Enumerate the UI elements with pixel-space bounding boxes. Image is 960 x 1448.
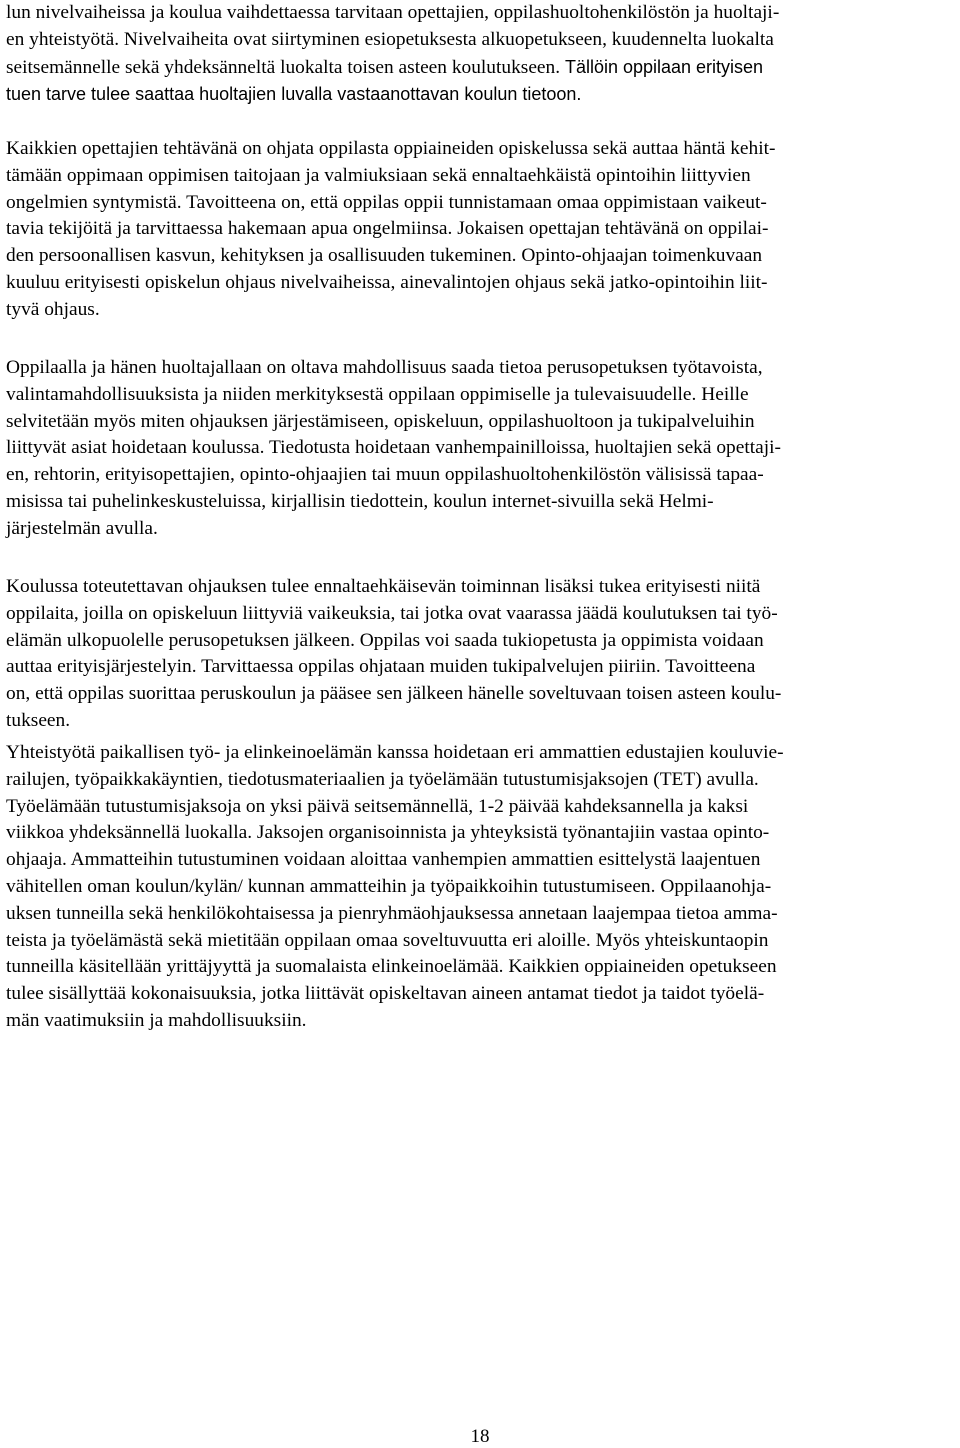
text-line: kuuluu erityisesti opiskelun ohjaus nivelvaiheissa, ainevalintojen ohjaus sekä jatko-opintoihin liit- bbox=[6, 271, 768, 293]
text-line: tunneilla käsitellään yrittäjyyttä ja suomalaista elinkeinoelämää. Kaikkien oppiaineiden opetukseen bbox=[6, 956, 777, 978]
text-line: ohjaaja. Ammatteihin tutustuminen voidaan aloittaa vanhempien ammattien esittelystä laajentuen bbox=[6, 849, 761, 871]
text-line: en, rehtorin, erityisopettajien, opinto-ohjaajien tai muun oppilashuoltohenkilöstön välisissä tapaa- bbox=[6, 464, 764, 486]
text-line: misissa tai puhelinkeskusteluissa, kirjallisin tiedottein, koulun internet-sivuilla sekä Helmi- bbox=[6, 490, 714, 512]
text-line: vähitellen oman koulun/kylän/ kunnan ammatteihin ja työpaikkoihin tutustumiseen. Oppilaanohja- bbox=[6, 875, 772, 897]
text-line-serif-part: seitsemännelle sekä yhdeksänneltä luokalta toisen asteen koulutukseen. bbox=[6, 56, 561, 78]
paragraph-guardian-information bbox=[6, 355, 781, 543]
text-line: tukseen. bbox=[6, 709, 71, 731]
text-line: Koulussa toteutettavan ohjauksen tulee ennaltaehkäisevän toiminnan lisäksi tukea erityisesti niitä bbox=[6, 576, 761, 597]
paragraph-transitions bbox=[6, 0, 779, 108]
text-line bbox=[6, 54, 779, 82]
text-line: ongelmien syntymistä. Tavoitteena on, että oppilas oppii tunnistamaan omaa oppimistaan vaikeut- bbox=[6, 191, 767, 213]
text-line: tämään oppimaan oppimisen taitojaan ja valmiuksiaan sekä ennaltaehkäistä opintoihin liittyvien bbox=[6, 164, 751, 186]
text-line: tavia tekijöitä ja tarvittaessa hakemaan apua ongelmiinsa. Jokaisen opettajan tehtävänä on oppilai- bbox=[6, 218, 769, 240]
text-line: valintamahdollisuuksista ja niiden merkityksestä oppilaan oppimiselle ja tulevaisuudelle. Heille bbox=[6, 383, 749, 405]
paragraph-teacher-duties bbox=[6, 136, 775, 324]
text-line: järjestelmän avulla. bbox=[6, 517, 158, 539]
text-line: on, että oppilas suorittaa peruskoulun ja pääsee sen jälkeen hänelle soveltuvaan toisen asteen koulu- bbox=[6, 683, 782, 705]
text-line: teista ja työelämästä sekä mietitään oppilaan omaa soveltuvuutta eri aloille. Myös yhteiskuntaopin bbox=[6, 929, 769, 951]
text-line: liittyvät asiat hoidetaan koulussa. Tiedotusta hoidetaan vanhempainilloissa, huoltajien sekä opettaji- bbox=[6, 437, 781, 459]
text-line: lun nivelvaiheissa ja koulua vaihdettaessa tarvitaan opettajien, oppilashuoltohenkilöstön ja huoltaji- bbox=[6, 2, 780, 23]
text-line: railujen, työpaikkakäyntien, tiedotusmateriaalien ja työelämään tutustumisjaksojen (TET) avulla. bbox=[6, 768, 759, 790]
text-line-sans-part: Tällöin oppilaan erityisen bbox=[564, 56, 764, 77]
text-line: tulee sisällyttää kokonaisuuksia, jotka liittävät opiskeltavan aineen antamat tiedot ja taidot työelä- bbox=[6, 983, 765, 1005]
text-line: Yhteistyötä paikallisen työ- ja elinkeinoelämän kanssa hoidetaan eri ammattien edustajien kouluvie- bbox=[6, 742, 784, 763]
text-line: oppilaita, joilla on opiskeluun liittyviä vaikeuksia, tai jotka ovat vaarassa jäädä koulutuksen tai työ- bbox=[6, 602, 778, 624]
text-line: tuen tarve tulee saattaa huoltajien luvalla vastaanottavan koulun tietoon. bbox=[6, 84, 582, 105]
text-line: en yhteistyötä. Nivelvaiheita ovat siirtyminen esiopetuksesta alkuopetukseen, kuudennelta luokalta bbox=[6, 28, 774, 50]
text-line: uksen tunneilla sekä henkilökohtaisessa ja pienryhmäohjauksessa annetaan laajempaa tietoa amma- bbox=[6, 902, 778, 924]
text-line: tyvä ohjaus. bbox=[6, 298, 100, 320]
text-line: Oppilaalla ja hänen huoltajallaan on oltava mahdollisuus saada tietoa perusopetuksen työtavoista, bbox=[6, 357, 763, 378]
page-number: 18 bbox=[470, 1426, 490, 1447]
text-line: viikkoa yhdeksännellä luokalla. Jaksojen organisoinnista ja yhteyksistä työnantajiin vastaa opinto- bbox=[6, 822, 770, 844]
text-line: Kaikkien opettajien tehtävänä on ohjata oppilasta oppiaineiden opiskelussa sekä auttaa häntä kehit- bbox=[6, 138, 776, 159]
paragraph-working-life-cooperation bbox=[6, 740, 784, 1035]
text-line: män vaatimuksiin ja mahdollisuuksiin. bbox=[6, 1009, 307, 1031]
paragraph-preventive-guidance bbox=[6, 574, 781, 735]
text-line: Työelämään tutustumisjaksoja on yksi päivä seitsemännellä, 1-2 päivää kahdeksannella ja kaksi bbox=[6, 795, 749, 817]
text-line: auttaa erityisjärjestelyin. Tarvittaessa oppilas ohjataan muiden tukipalvelujen piiriin. Tavoitteena bbox=[6, 656, 756, 678]
text-line: den persoonallisen kasvun, kehityksen ja osallisuuden tukeminen. Opinto-ohjaajan toimenkuvaan bbox=[6, 245, 763, 267]
text-line: elämän ulkopuolelle perusopetuksen jälkeen. Oppilas voi saada tukiopetusta ja oppimista voidaan bbox=[6, 629, 764, 651]
text-line: selvitetään myös miten ohjauksen järjestämiseen, opiskeluun, oppilashuoltoon ja tukipalveluihin bbox=[6, 410, 755, 432]
